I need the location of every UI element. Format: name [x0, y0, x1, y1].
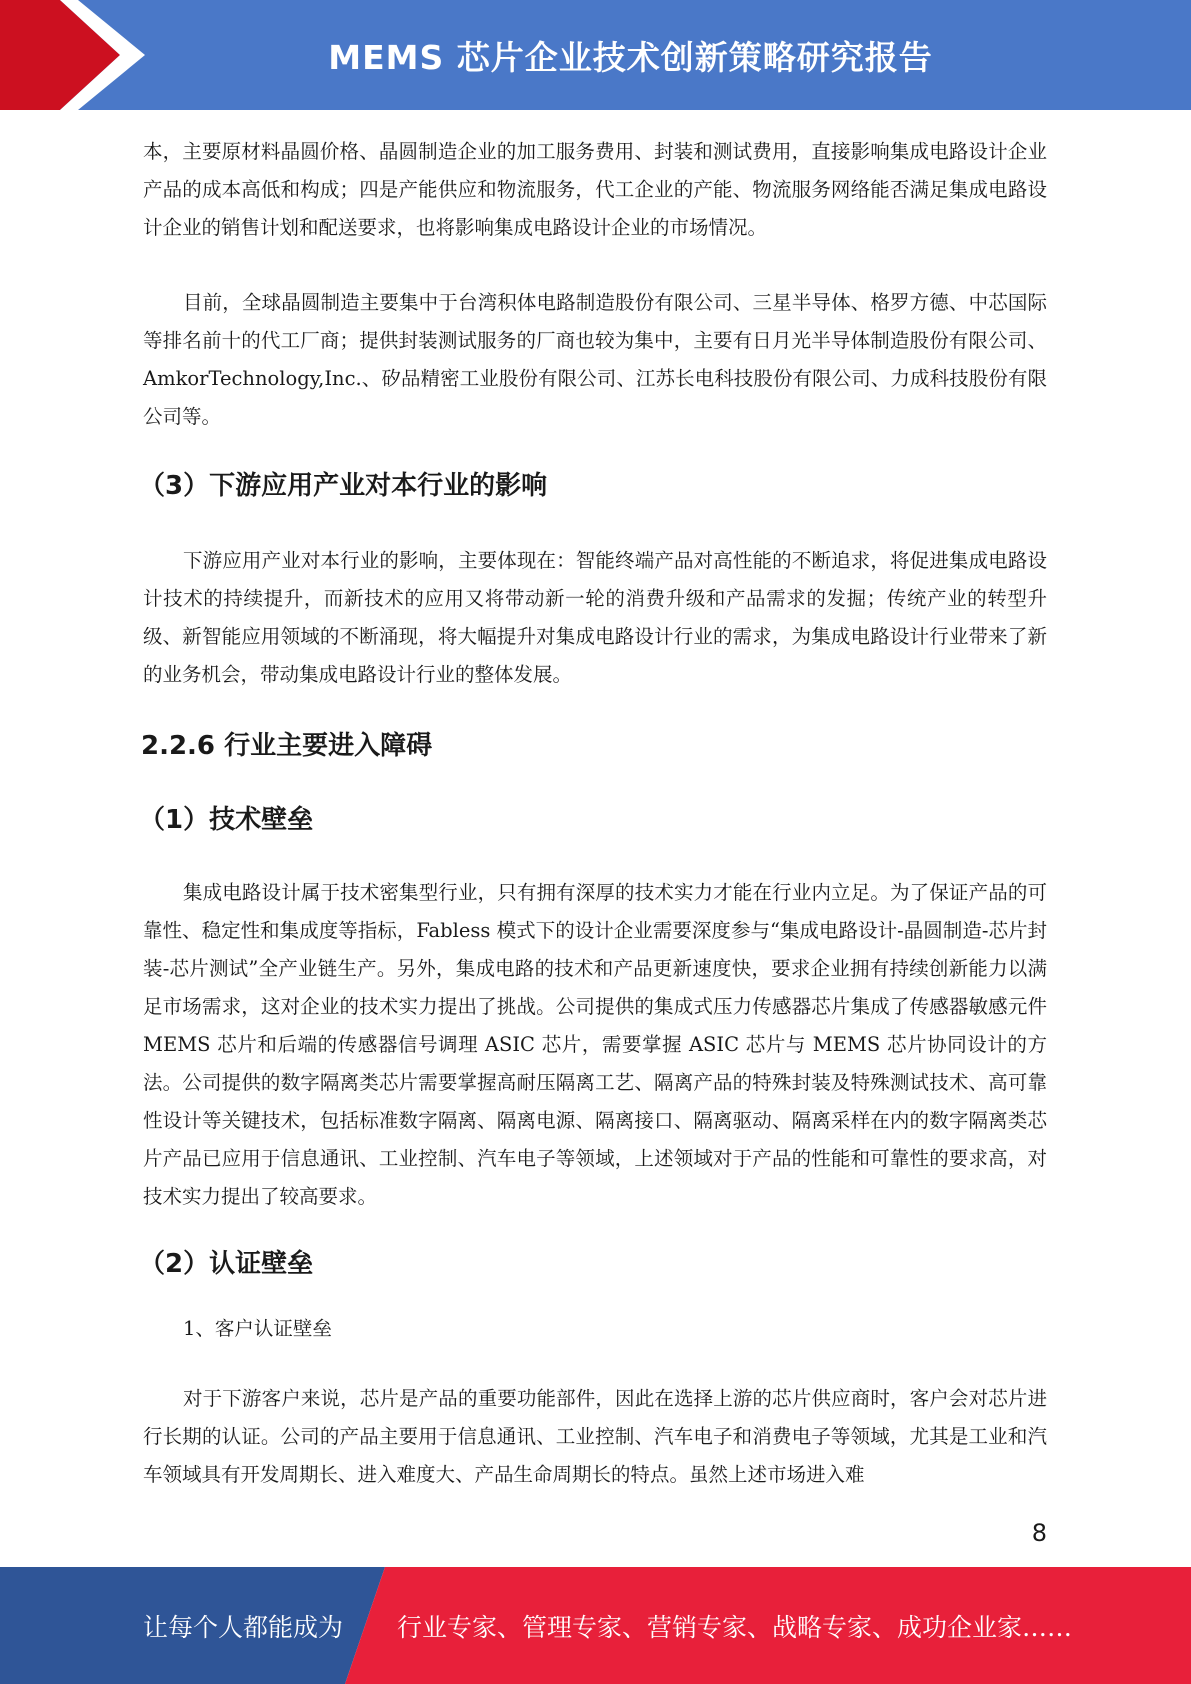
header-red-chevron — [0, 0, 160, 110]
heading-cert-barrier: （2）认证壁垒 — [139, 1249, 314, 1279]
page-content — [139, 133, 1047, 1494]
page-number: 8 — [1031, 1519, 1047, 1547]
paragraph-customer-cert: 对于下游客户来说，芯片是产品的重要功能部件，因此在选择上游的芯片供应商时，客户会对芯片进行长期的认证。公司的产品主要用于信息通讯、工业控制、汽车电子和消费电子等领域，尤其是工业和汽车领域具有开发周期长、进入难度大、产品生命周期长的特点。虽然上述市场进入难 — [143, 1387, 1047, 1486]
paragraph-cost: 本，主要原材料晶圆价格、晶圆制造企业的加工服务费用、封装和测试费用，直接影响集成电路设计企业产品的成本高低和构成；四是产能供应和物流服务，代工企业的产能、物流服务网络能否满足集成电路设计企业的销售计划和配送要求，也将影响集成电路设计企业的市场情况。 — [143, 140, 1047, 239]
paragraph-tech-barrier: 集成电路设计属于技术密集型行业，只有拥有深厚的技术实力才能在行业内立足。为了保证产品的可靠性、稳定性和集成度等指标，Fabless 模式下的设计企业需要深度参与“集成电路设计-晶圆制造-芯片封装-芯片测试”全产业链生产。另外，集成电路的技术和产品更新速度快，要求企业拥有持续创新能力以满足市场需求，这对企业的技术实力提出了挑战。公司提供的集成式压力传感器芯片集成了传感器敏感元件 MEMS 芯片和后端的传感器信号调理 ASIC 芯片，需要掌握 ASIC 芯片与 MEMS 芯片协同设计的方法。公司提供的数字隔离类芯片需要掌握高耐压隔离工艺、隔离产品的特殊封装及特殊测试技术、高可靠性设计等关键技术，包括标准数字隔离、隔离电源、隔离接口、隔离驱动、隔离采样在内的数字隔离类芯片产品已应用于信息通讯、工业控制、汽车电子等领域，上述领域对于产品的性能和可靠性的要求高，对技术实力提出了较高要求。 — [143, 881, 1047, 1208]
page-footer — [0, 1567, 1191, 1684]
paragraph-downstream: 下游应用产业对本行业的影响，主要体现在：智能终端产品对高性能的不断追求，将促进集成电路设计技术的持续提升，而新技术的应用又将带动新一轮的消费升级和产品需求的发掘；传统产业的转型升级、新智能应用领域的不断涌现，将大幅提升对集成电路设计行业的需求，为集成电路设计行业带来了新的业务机会，带动集成电路设计行业的整体发展。 — [143, 549, 1047, 686]
heading-downstream-impact: （3）下游应用产业对本行业的影响 — [139, 471, 548, 501]
footer-slogan-left: 让每个人都能成为 — [143, 1612, 344, 1642]
heading-tech-barrier: （1）技术壁垒 — [139, 805, 314, 835]
page-header — [0, 0, 1191, 110]
report-title: MEMS 芯片企业技术创新策略研究报告 — [328, 37, 933, 77]
paragraph-foundries: 目前，全球晶圆制造主要集中于台湾积体电路制造股份有限公司、三星半导体、格罗方德、中芯国际等排名前十的代工厂商；提供封装测试服务的厂商也较为集中，主要有日月光半导体制造股份有限公司、AmkorTechnology,Inc.、矽品精密工业股份有限公司、江苏长电科技股份有限公司、力成科技股份有限公司等。 — [143, 291, 1047, 428]
heading-section-2-2-6: 2.2.6 行业主要进入障碍 — [141, 731, 433, 761]
footer-slogan-right: 行业专家、管理专家、营销专家、战略专家、成功企业家…… — [397, 1612, 1073, 1642]
list-item-customer-cert: 1、客户认证壁垒 — [183, 1317, 332, 1340]
